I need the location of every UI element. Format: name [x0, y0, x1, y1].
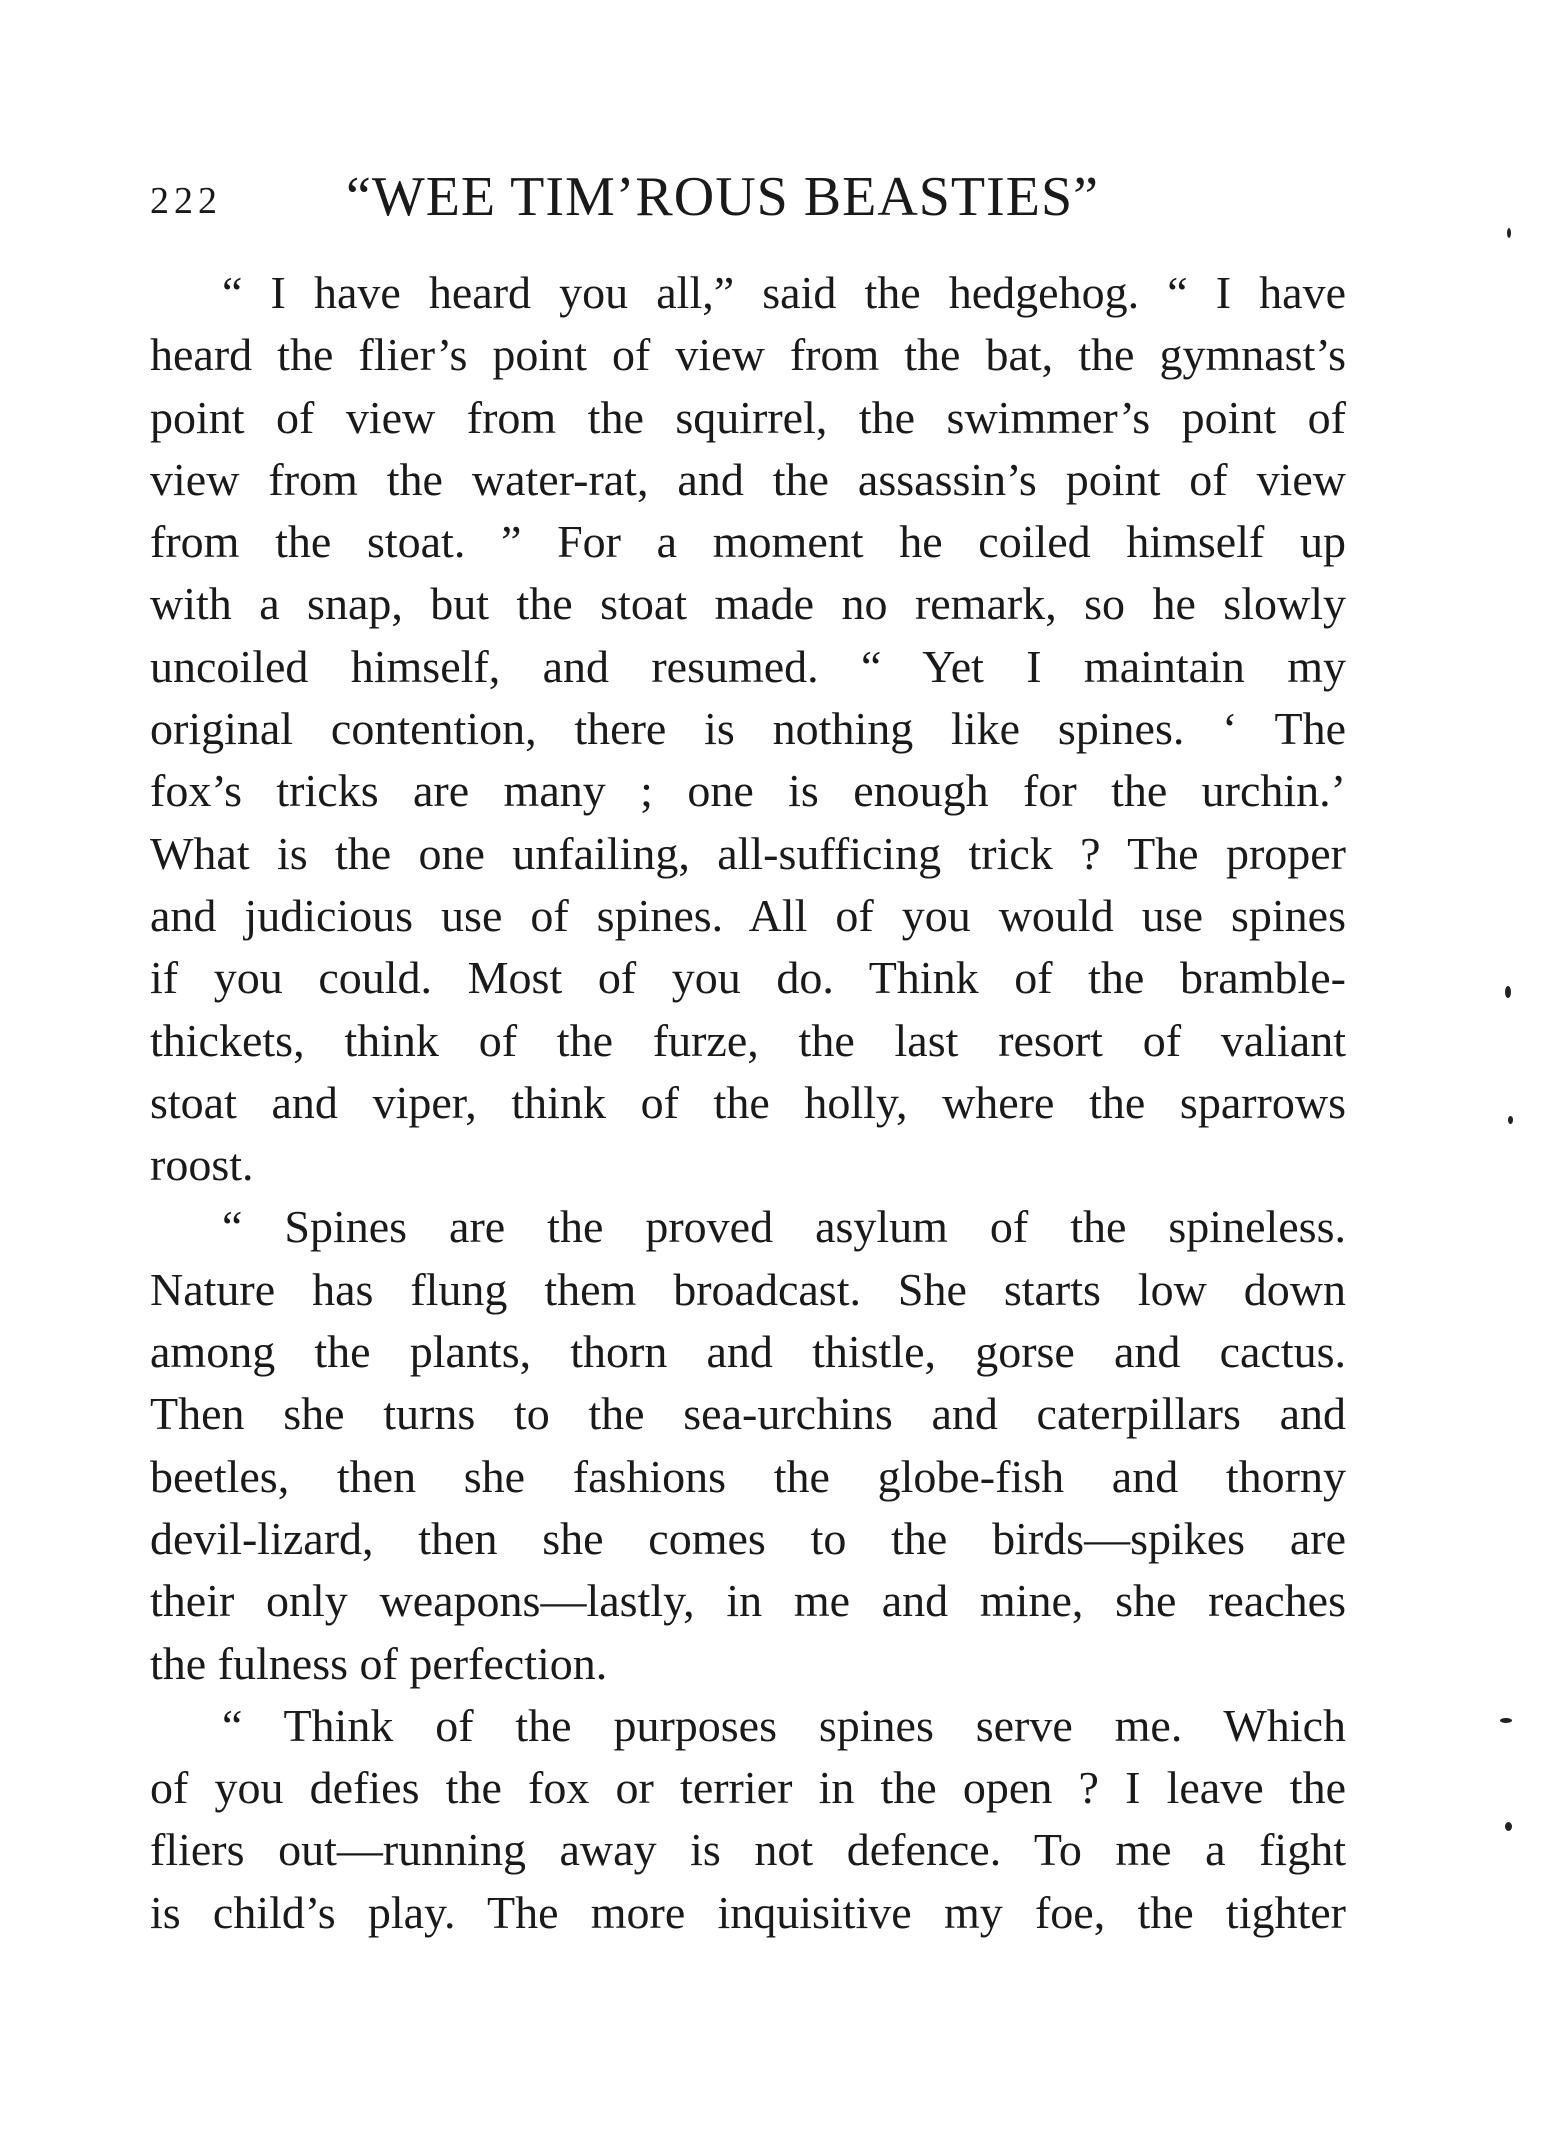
text-line: “ Think of the purposes spines serve me. Which: [222, 1699, 1346, 1751]
running-head: [150, 165, 1350, 235]
text-line: thickets, think of the furze, the last resort of valiant: [150, 1014, 1346, 1066]
text-line: What is the one unfailing, all-sufficing trick ? The proper: [150, 827, 1346, 879]
text-line: devil-lizard, then she comes to the birds—spikes are: [150, 1512, 1346, 1564]
text-line: their only weapons—lastly, in me and mine, she reaches: [150, 1575, 1346, 1627]
text-line: fox’s tricks are many ; one is enough for the urchin.’: [150, 765, 1346, 817]
paragraph: [150, 262, 1346, 1196]
text-line: from the stoat. ” For a moment he coiled himself up: [150, 516, 1346, 568]
text-line: fliers out—running away is not defence. To me a fight: [150, 1824, 1346, 1876]
text-line: is child’s play. The more inquisitive my foe, the tighter: [150, 1886, 1346, 1938]
page-number: 222: [150, 180, 222, 222]
text-line: stoat and viper, think of the holly, where the sparrows: [150, 1076, 1346, 1128]
paragraph: [150, 1196, 1346, 1694]
running-title: “WEE TIM’ROUS BEASTIES”: [346, 166, 1099, 228]
print-speck: [1508, 1116, 1513, 1124]
text-line: original contention, there is nothing like spines. ‘ The: [150, 703, 1346, 755]
text-line: with a snap, but the stoat made no remark, so he slowly: [150, 578, 1346, 630]
body-text: [150, 262, 1346, 1944]
print-speck: [1505, 1822, 1512, 1831]
text-line: “ Spines are the proved asylum of the spineless.: [222, 1201, 1346, 1253]
text-line: point of view from the squirrel, the swimmer’s point of: [150, 391, 1346, 443]
text-line: uncoiled himself, and resumed. “ Yet I maintain my: [150, 640, 1346, 692]
text-line: “ I have heard you all,” said the hedgehog. “ I have: [222, 267, 1346, 318]
print-speck: [1500, 1718, 1512, 1723]
text-line: heard the flier’s point of view from the bat, the gymnast’s: [150, 329, 1346, 381]
text-line: beetles, then she fashions the globe-fish and thorny: [150, 1450, 1346, 1502]
text-line: roost.: [150, 1139, 254, 1191]
print-speck: [1507, 228, 1511, 238]
text-line: the fulness of perfection.: [150, 1637, 608, 1689]
text-line: if you could. Most of you do. Think of the bramble-: [150, 952, 1346, 1004]
text-line: Then she turns to the sea-urchins and caterpillars and: [150, 1388, 1346, 1440]
text-line: Nature has flung them broadcast. She starts low down: [150, 1263, 1346, 1315]
paragraph: [150, 1695, 1346, 1944]
text-line: view from the water-rat, and the assassin’s point of view: [150, 453, 1346, 505]
text-line: of you defies the fox or terrier in the open ? I leave the: [150, 1762, 1346, 1814]
text-line: among the plants, thorn and thistle, gorse and cactus.: [150, 1326, 1346, 1378]
print-speck: [1505, 986, 1511, 998]
text-line: and judicious use of spines. All of you would use spines: [150, 889, 1346, 941]
